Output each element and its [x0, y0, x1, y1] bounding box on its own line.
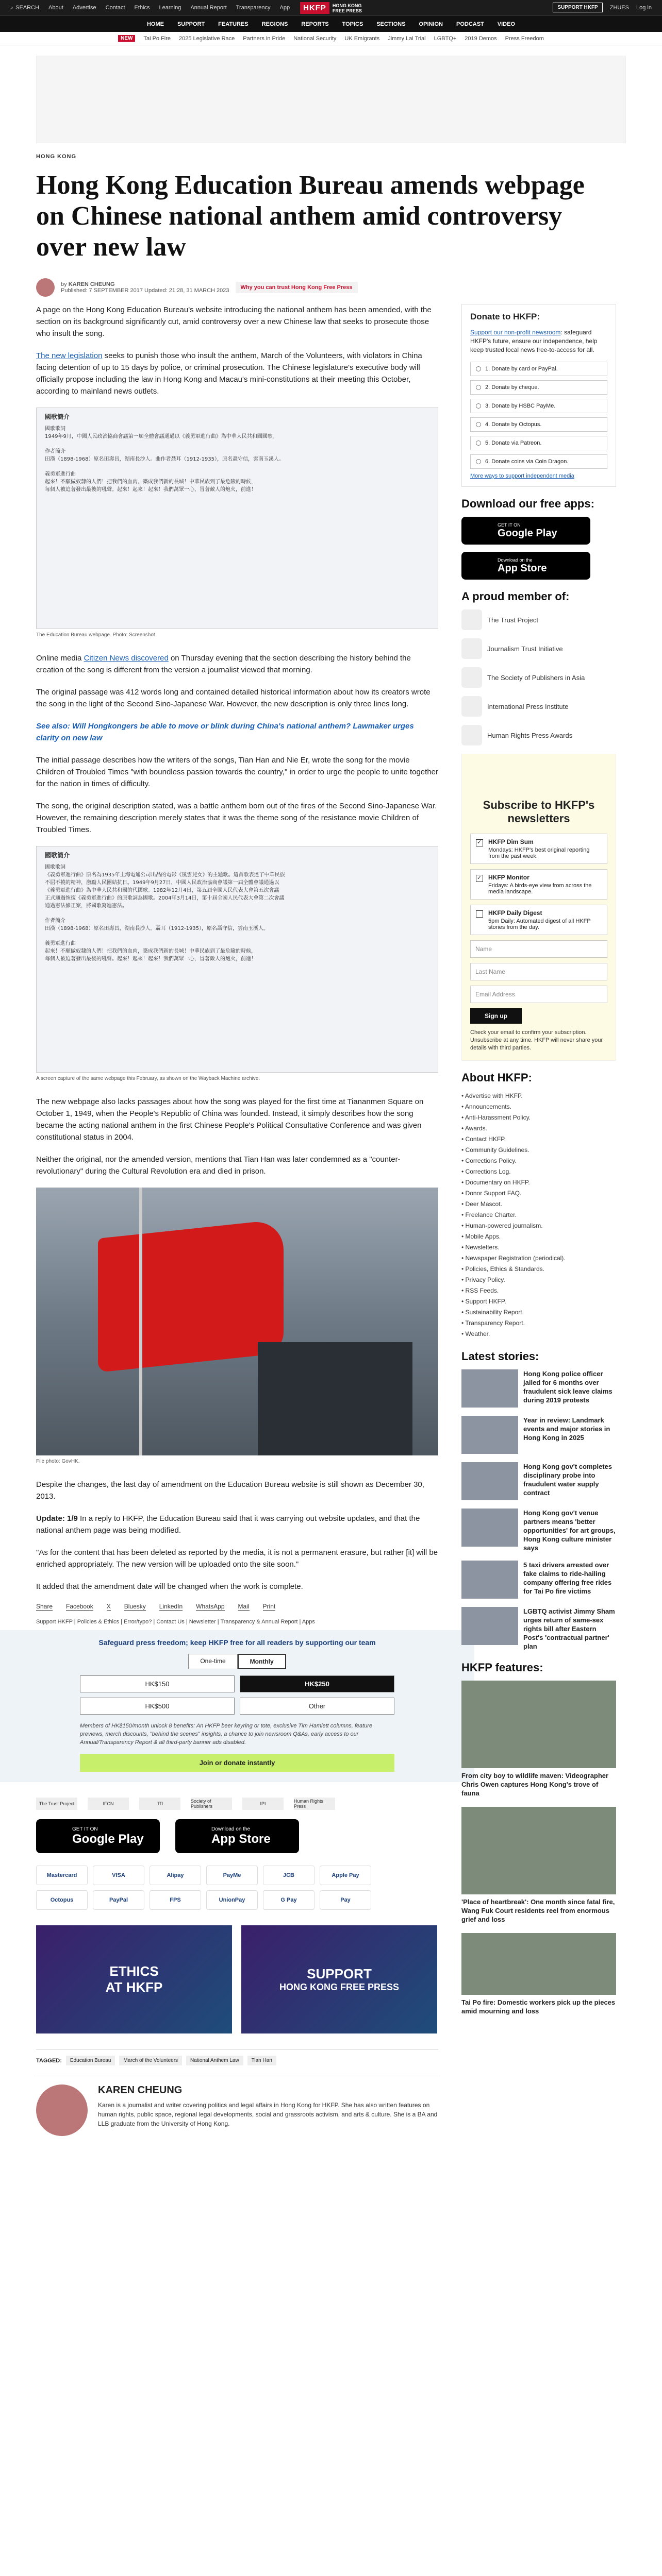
member-icon	[461, 667, 482, 688]
donate-option[interactable]: 6. Donate coins via Coin Dragon.	[470, 454, 607, 469]
promo-banners	[36, 1925, 438, 2033]
payment-icon: Octopus	[36, 1890, 88, 1910]
tag-chip[interactable]: Education Bureau	[66, 2056, 115, 2065]
amount-options	[0, 1675, 474, 1715]
radio-icon	[476, 440, 481, 446]
annual-report-link[interactable]: Annual Report	[190, 5, 227, 11]
more-ways-link[interactable]: More ways to support independent media	[470, 473, 574, 479]
article-body	[36, 304, 438, 2136]
amount-option[interactable]: Other	[240, 1698, 394, 1715]
nav-item-opinion[interactable]: OPINION	[419, 21, 443, 27]
tag-chip[interactable]: March of the Volunteers	[119, 2056, 182, 2065]
logo-text: HONG KONG FREE PRESS	[332, 3, 362, 13]
author-name[interactable]: KAREN CHEUNG	[98, 2084, 183, 2096]
checkbox-icon	[476, 910, 483, 918]
advertise-link[interactable]: Advertise	[72, 5, 96, 11]
trending-link[interactable]: UK Emigrants	[344, 35, 380, 42]
trending-bar	[0, 32, 662, 45]
partner-logo[interactable]: The Trust Project	[36, 1798, 77, 1810]
frequency-toggle	[0, 1654, 474, 1669]
nav-item-features[interactable]: FEATURES	[218, 21, 249, 27]
image-line: 國歌歌詞	[45, 865, 65, 870]
about-link[interactable]: • Documentary on HKFP.	[461, 1177, 616, 1188]
about-link[interactable]: • Community Guidelines.	[461, 1145, 616, 1156]
member-icon	[461, 696, 482, 717]
newsletter-heading: Subscribe to HKFP's newsletters	[483, 799, 595, 825]
newsletter-signup	[461, 754, 616, 1061]
payment-icon: Apple Pay	[320, 1866, 371, 1885]
nav-item-topics[interactable]: TOPICS	[342, 21, 363, 27]
author-box	[36, 2076, 438, 2136]
nav-item-home[interactable]: HOME	[146, 21, 164, 27]
image-line: 義勇軍進行曲	[45, 941, 76, 946]
see-also-link[interactable]: See also: Will Hongkongers be able to move or blink during China's national anthem? Lawmaker urges clarity on new law	[36, 722, 414, 742]
trending-link[interactable]: LGBTQ+	[434, 35, 457, 42]
story-thumbnail	[461, 1561, 518, 1599]
ethics-banner[interactable]: ETHICS AT HKFP	[36, 1925, 232, 2033]
trending-link[interactable]: 2019 Demos	[465, 35, 497, 42]
app-store-buttons	[36, 1819, 438, 1853]
amount-option[interactable]: HK$150	[80, 1675, 235, 1692]
about-link[interactable]: • Contact HKFP.	[461, 1134, 616, 1145]
contact-link[interactable]: Contact	[105, 5, 125, 11]
feature-story[interactable]: 'Place of heartbreak': One month since fatal fire, Wang Fuk Court residents reel from enormous grief and loss	[461, 1807, 616, 1924]
share-label: Share	[36, 1603, 53, 1610]
paragraph: A page on the Hong Kong Education Bureau's website introducing the national anthem has been amended, with the section on its background significantly cut, amid controversy over a new Chinese law that seeks to prosecute those who insult the song.	[36, 306, 432, 338]
nav-item-reports[interactable]: REPORTS	[301, 21, 329, 27]
trending-link[interactable]: National Security	[293, 35, 337, 42]
paragraph: The new legislation seeks to punish those who insult the anthem, March of the Volunteers, with violators in China facing detention of up to 15 days by police, or criminal prosecution. The Chinese legislature's executive body will officially propose including the law in Hong Kong and Macau's mini-constitutions at their meeting this October, according to mainland news outlets.	[36, 351, 422, 396]
story-thumbnail	[461, 1509, 518, 1547]
last-name-field[interactable]: Last Name	[470, 963, 607, 980]
about-link[interactable]: • Deer Mascot.	[461, 1199, 616, 1210]
about-link[interactable]: • Sustainability Report.	[461, 1307, 616, 1318]
chinese-flag	[98, 1219, 284, 1372]
paragraph: Despite the changes, the last day of amendment on the Education Bureau website is still shown as December 30, 2013.	[36, 1480, 424, 1501]
new-badge: NEW	[118, 35, 135, 42]
support-banner[interactable]: SUPPORT HONG KONG FREE PRESS	[241, 1925, 437, 2033]
share-mail[interactable]: Mail	[238, 1603, 250, 1610]
trending-link[interactable]: Partners in Pride	[243, 35, 286, 42]
nav-item-video[interactable]: VIDEO	[497, 21, 516, 27]
footer-links[interactable]: Support HKFP | Policies & Ethics | Error/typo? | Contact Us | Newsletter | Transparency & Annual Report | Apps	[36, 1619, 315, 1625]
latest-story[interactable]: LGBTQ activist Jimmy Sham urges return of same-sex rights bill after Eastern Post's 'contractual partner' plan	[461, 1607, 616, 1651]
radio-icon	[476, 459, 481, 464]
language-toggle[interactable]: ZHUES	[609, 4, 630, 11]
trending-link[interactable]: Tai Po Fire	[143, 35, 171, 42]
name-field[interactable]: Name	[470, 940, 607, 958]
image-line: 國歌簡介	[45, 413, 70, 420]
donate-option[interactable]: 4. Donate by Octopus.	[470, 417, 607, 432]
radio-icon	[476, 403, 481, 409]
image-line: 國歌歌詞	[45, 426, 65, 432]
donate-option[interactable]: 2. Donate by cheque.	[470, 380, 607, 395]
about-link[interactable]: • Freelance Charter.	[461, 1210, 616, 1221]
member-benefits-note: Members of HK$150/month unlock 8 benefits: An HKFP beer keyring or tote, exclusive Tim Hamlett columns, feature previews, merch discounts, "behind the scenes" insights, a chance to join newsroom Q&As, early access to our Annual/Transparency Report & all third-party banner ads disabled.	[80, 1723, 373, 1745]
member-icon	[461, 638, 482, 659]
share-x[interactable]: X	[106, 1603, 111, 1610]
member-icon	[461, 725, 482, 745]
nav-item-podcast[interactable]: PODCAST	[456, 21, 484, 27]
image-line: 國歌簡介	[45, 852, 70, 859]
image-caption: File photo: GovHK.	[36, 1459, 80, 1464]
about-link[interactable]: • Corrections Log.	[461, 1166, 616, 1177]
monthly-tab[interactable]: Monthly	[238, 1654, 286, 1669]
sidebar-donate-heading: Donate to HKFP:	[470, 312, 540, 321]
share-print[interactable]: Print	[262, 1603, 276, 1610]
radio-icon	[476, 366, 481, 371]
nav-item-sections[interactable]: SECTIONS	[376, 21, 406, 27]
about-link[interactable]: • Mobile Apps.	[461, 1231, 616, 1242]
member-logo[interactable]: Journalism Trust Initiative	[461, 638, 616, 659]
about-link[interactable]: • Human-powered journalism.	[461, 1221, 616, 1231]
search-link[interactable]: ⌕ SEARCH	[10, 4, 40, 11]
checkbox-checked-icon	[476, 839, 483, 846]
feature-image	[461, 1681, 616, 1768]
publish-dates: Published: 7 SEPTEMBER 2017 Updated: 21:28, 31 MARCH 2023	[61, 287, 229, 294]
paragraph: "As for the content that has been deleted as reported by the media, it is not a permanent erasure, but rather [it] will be enriched appropriately. The new version will be uploaded onto the site soon."	[36, 1548, 438, 1569]
main-nav	[0, 15, 662, 32]
flagpole	[139, 1188, 142, 1455]
member-logo[interactable]: The Trust Project	[461, 609, 616, 630]
sidebar-donate	[461, 304, 616, 487]
image-line: 起來！不願做奴隸的人們！把我們的血肉，築成我們新的長城！中華民族到了最危險的時候，	[45, 948, 256, 954]
about-link[interactable]: • Support HKFP.	[461, 1296, 616, 1307]
amount-option-selected[interactable]: HK$250	[240, 1675, 394, 1692]
donate-option[interactable]: 3. Donate by HSBC PayMe.	[470, 399, 607, 413]
article-headline: Hong Kong Education Bureau amends webpage on Chinese national anthem amid controversy over new law	[36, 171, 585, 262]
about-link[interactable]: • Awards.	[461, 1123, 616, 1134]
latest-story[interactable]: Hong Kong police officer jailed for 6 months over fraudulent sick leave claims during 2019 protests	[461, 1369, 616, 1408]
image-line: 每個人被迫著發出最後的吼聲。起來！起來！起來！我們萬眾一心，冒著敵人的炮火，前進！	[45, 956, 256, 962]
author-photo	[36, 2084, 88, 2136]
app-store-button[interactable]: Download on the App Store	[461, 552, 590, 580]
share-linkedin[interactable]: LinkedIn	[159, 1603, 183, 1610]
partner-logo[interactable]: Human Rights Press	[294, 1798, 335, 1810]
partner-logo[interactable]: IPI	[242, 1798, 284, 1810]
sidebar	[461, 304, 616, 2025]
about-link[interactable]: • Newspaper Registration (periodical).	[461, 1253, 616, 1264]
officials-group	[258, 1342, 412, 1455]
radio-icon	[476, 385, 481, 390]
member-logo[interactable]: The Society of Publishers in Asia	[461, 667, 616, 688]
support-hkfp-button[interactable]: SUPPORT HKFP	[553, 3, 602, 12]
feature-story[interactable]: Tai Po fire: Domestic workers pick up the pieces amid mourning and loss	[461, 1933, 616, 2015]
payment-icon: Alipay	[150, 1866, 201, 1885]
payment-icon: VISA	[93, 1866, 144, 1885]
nav-item-support[interactable]: SUPPORT	[177, 21, 205, 27]
donate-title: Safeguard press freedom; keep HKFP free for all readers by supporting our team	[98, 1638, 376, 1647]
image-caption: A screen capture of the same webpage this February, as shown on the Wayback Machine archive.	[36, 1076, 260, 1081]
nav-item-regions[interactable]: REGIONS	[261, 21, 288, 27]
email-field[interactable]: Email Address	[470, 986, 607, 1003]
author-avatar	[36, 278, 55, 297]
login-link[interactable]: Log in	[636, 4, 652, 11]
signup-button[interactable]: Sign up	[470, 1008, 522, 1024]
learning-link[interactable]: Learning	[159, 5, 181, 11]
image-line: 每個人被迫著發出最後的吼聲。起來！起來！起來！我們萬眾一心，冒著敵人的炮火，前進！	[45, 487, 256, 493]
latest-story[interactable]: 5 taxi drivers arrested over fake claims to ride-hailing company offering free rides for Tai Po fire victims	[461, 1561, 616, 1599]
partner-logo[interactable]: Society of Publishers	[191, 1798, 232, 1810]
about-link[interactable]: • Donor Support FAQ.	[461, 1188, 616, 1199]
byline: by KAREN CHEUNG Published: 7 SEPTEMBER 2017 Updated: 21:28, 31 MARCH 2023 Why you can trust Hong Kong Free Press	[36, 278, 626, 297]
top-utility-bar	[0, 0, 662, 15]
about-link[interactable]: • Newsletters.	[461, 1242, 616, 1253]
features-heading: HKFP features:	[461, 1661, 543, 1674]
paragraph: The initial passage describes how the writers of the songs, Tian Han and Nie Er, wrote the song for the movie Children of Troubled Times "with boundless passion towards the country," in order to urge the people to unite together for the nation in times of difficulty.	[36, 756, 438, 788]
nonprofit-link[interactable]: Support our non-profit newsroom	[470, 329, 561, 336]
about-link[interactable]: • Anti-Harassment Policy.	[461, 1112, 616, 1123]
payment-icon: PayMe	[206, 1866, 258, 1885]
about-heading: About HKFP:	[461, 1071, 532, 1084]
latest-story[interactable]: Hong Kong gov't completes disciplinary probe into fraudulent water supply contract	[461, 1462, 616, 1500]
paragraph: The original passage was 412 words long and contained detailed historical information about how its creators wrote the song in the light of the Second Sino-Japanese War. However, the new description is only three lines long.	[36, 688, 431, 708]
google-play-button[interactable]: GET IT ON Google Play	[461, 517, 590, 545]
member-icon	[461, 609, 482, 630]
donate-panel	[0, 1630, 474, 1782]
about-link[interactable]: • Transparency Report.	[461, 1318, 616, 1329]
latest-heading: Latest stories:	[461, 1350, 539, 1363]
trending-link[interactable]: Jimmy Lai Trial	[388, 35, 426, 42]
app-store-button[interactable]: Download on the App Store	[175, 1819, 299, 1853]
story-thumbnail	[461, 1607, 518, 1645]
radio-icon	[476, 422, 481, 427]
image-line: 田漢（1898-1968）原名田壽昌，湖南長沙人。曲作者聶耳（1912-1935），原名聶守信，雲南玉溪人。	[45, 456, 285, 462]
share-whatsapp[interactable]: WhatsApp	[196, 1603, 225, 1610]
donate-option[interactable]: 5. Donate via Patreon.	[470, 436, 607, 450]
image-line: 1949年9月，中國人民政治協商會議第一屆全體會議通過以《義勇軍進行曲》為中華人民共和國國歌。	[45, 434, 278, 439]
author-bio: Karen is a journalist and writer covering politics and legal affairs in Hong Kong for HKFP. She has also written features on human rights, public space, regional legal developments, social and grassroots activism, and arts & culture. She is a BA and LLB graduate from the University of Hong Kong.	[98, 2102, 438, 2127]
paragraph: Update: 1/9 In a reply to HKFP, the Education Bureau said that it was carrying out website updates, and that the national anthem page was being modified.	[36, 1514, 420, 1535]
about-link[interactable]: About	[48, 5, 63, 11]
about-link[interactable]: • Announcements.	[461, 1101, 616, 1112]
feature-story[interactable]: From city boy to wildlife maven: Videographer Chris Owen captures Hong Kong's trove of fauna	[461, 1681, 616, 1798]
paragraph: Neither the original, nor the amended version, mentions that Tian Han was later condemned as a "counter-revolutionary" during the Cultural Revolution era and died in prison.	[36, 1155, 401, 1176]
partner-logo[interactable]: JTI	[139, 1798, 180, 1810]
amount-option[interactable]: HK$500	[80, 1698, 235, 1715]
image-caption: The Education Bureau webpage. Photo: Screenshot.	[36, 632, 157, 638]
app-link[interactable]: App	[279, 5, 290, 11]
about-link[interactable]: • Weather.	[461, 1329, 616, 1340]
citizen-news-link[interactable]: Citizen News discovered	[84, 654, 169, 663]
story-thumbnail	[461, 1369, 518, 1408]
site-logo[interactable]	[300, 2, 362, 14]
search-icon: ⌕	[10, 4, 14, 11]
paragraph: The song, the original description stated, was a battle anthem born out of the fires of the Second Sino-Japanese War. However, the remaining description merely states that it was the theme song of the resistance movie Children of Troubled Times.	[36, 802, 437, 834]
story-thumbnail	[461, 1416, 518, 1454]
image-line: 正式通過恢復《義勇軍進行曲》的原歌詞為國歌。2004年3月14日，第十屆全國人民代表大會第二次會議	[45, 895, 285, 901]
trending-link[interactable]: 2025 Legislative Race	[179, 35, 235, 42]
about-link[interactable]: • RSS Feeds.	[461, 1285, 616, 1296]
payment-methods	[36, 1866, 438, 1910]
image-line: 不屈不撓的精神，激勵人民團結抗日。1949年9月27日，中國人民政治協商會議第一屆全體會議通過以	[45, 880, 279, 886]
about-link[interactable]: • Corrections Policy.	[461, 1156, 616, 1166]
member-logo[interactable]: Human Rights Press Awards	[461, 725, 616, 745]
tag-chip[interactable]: Tian Han	[247, 2056, 276, 2065]
join-donate-button[interactable]: Join or donate instantly	[80, 1754, 394, 1772]
sidebar-donate-text: Support our non-profit newsroom: safeguard HKFP's future, ensure our independence, help keep trusted local news free-to-access for all.	[470, 329, 598, 353]
paragraph: The new webpage also lacks passages about how the song was played for the first time at Tiananmen Square on October 1, 1949, when the People's Republic of China was founded. Instead, it simply describes how the song became the acting national anthem in the first Chinese People's Political Consultative Conference and was given constitutional status in 2004.	[36, 1097, 424, 1142]
paragraph: It added that the amendment date will be changed when the work is complete.	[36, 1582, 303, 1591]
partner-logo[interactable]: IFCN	[88, 1798, 129, 1810]
image-line: 通過憲法修正案，將國歌寫進憲法。	[45, 903, 127, 909]
newsletter-option[interactable]: ✓ HKFP Dim Sum Mondays: HKFP's best original reporting from the past week.	[470, 834, 607, 864]
new-legislation-link[interactable]: The new legislation	[36, 351, 103, 360]
newsletter-note: Check your email to confirm your subscription. Unsubscribe at any time. HKFP will never share your details with third parties.	[470, 1029, 603, 1051]
newsletter-option[interactable]: ✓ HKFP Monitor Fridays: A birds-eye view from across the media landscape.	[470, 869, 607, 900]
latest-story[interactable]: Year in review: Landmark events and major stories in Hong Kong in 2025	[461, 1416, 616, 1454]
image-line: 義勇軍進行曲	[45, 471, 76, 477]
about-link[interactable]: • Policies, Ethics & Standards.	[461, 1264, 616, 1275]
screenshot-image	[36, 408, 438, 629]
share-facebook[interactable]: Facebook	[66, 1603, 93, 1610]
author-name-link[interactable]: KAREN CHEUNG	[68, 281, 115, 287]
about-link[interactable]: • Advertise with HKFP.	[461, 1091, 616, 1101]
image-line: 起來！不願做奴隸的人們！把我們的血肉，築成我們新的長城！中華民族到了最危險的時候，	[45, 479, 256, 485]
latest-story[interactable]: Hong Kong gov't venue partners means 'better opportunities' for art groups, Hong Kong culture minister says	[461, 1509, 616, 1552]
payment-icon: Pay	[320, 1890, 371, 1910]
trust-link[interactable]: Why you can trust Hong Kong Free Press	[236, 282, 358, 293]
tag-list	[36, 2049, 438, 2065]
flag-ceremony-photo	[36, 1188, 438, 1455]
tag-chip[interactable]: National Anthem Law	[186, 2056, 243, 2065]
google-play-button[interactable]: GET IT ON Google Play	[36, 1819, 160, 1853]
image-line: 作者簡介	[45, 449, 65, 454]
transparency-link[interactable]: Transparency	[236, 5, 271, 11]
feature-image	[461, 1807, 616, 1894]
tags-label: TAGGED:	[36, 2057, 62, 2064]
wayback-screenshot-image	[36, 846, 438, 1073]
image-line: 《義勇軍進行曲》為中華人民共和國的代國歌。1982年12月4日，第五屆全國人民代表大會第五次會議	[45, 888, 279, 893]
payment-icon: G Pay	[263, 1890, 315, 1910]
ethics-link[interactable]: Ethics	[134, 5, 150, 11]
share-bar	[36, 1603, 438, 1611]
newsletter-option[interactable]: HKFP Daily Digest 5pm Daily: Automated digest of all HKFP stories from the day.	[470, 905, 607, 935]
member-logo[interactable]: International Press Institute	[461, 696, 616, 717]
image-line: 作者簡介	[45, 918, 65, 924]
one-time-tab[interactable]: One-time	[188, 1654, 237, 1669]
story-thumbnail	[461, 1462, 518, 1500]
proud-member-heading: A proud member of:	[461, 590, 570, 603]
apps-heading: Download our free apps:	[461, 497, 594, 510]
donate-option[interactable]: 1. Donate by card or PayPal.	[470, 362, 607, 376]
feature-image	[461, 1933, 616, 1995]
image-line: 《義勇軍進行曲》原名為1935年上海電通公司出品的電影《風雲兒女》的主題歌。這首歌表達了中華民族	[45, 872, 285, 878]
payment-icon: Mastercard	[36, 1866, 88, 1885]
section-label[interactable]: HONG KONG	[36, 154, 77, 160]
logo-mark: HKFP	[300, 2, 329, 14]
about-link[interactable]: • Privacy Policy.	[461, 1275, 616, 1285]
partner-logos	[36, 1798, 438, 1810]
about-list	[461, 1091, 616, 1340]
trending-link[interactable]: Press Freedom	[505, 35, 544, 42]
payment-icon: JCB	[263, 1866, 315, 1885]
paragraph: Online media Citizen News discovered on Thursday evening that the section describing the history behind the creation of the song is different from the version a journalist viewed that morning.	[36, 654, 411, 674]
image-line: 田漢（1898-1968）原名田壽昌，湖南長沙人。聶耳（1912-1935），原名聶守信，雲南玉溪人。	[45, 926, 269, 931]
payment-icon: PayPal	[93, 1890, 144, 1910]
payment-icon: FPS	[150, 1890, 201, 1910]
checkbox-checked-icon	[476, 875, 483, 882]
payment-icon: UnionPay	[206, 1890, 258, 1910]
share-bluesky[interactable]: Bluesky	[124, 1603, 146, 1610]
top-ad-slot	[36, 56, 626, 143]
